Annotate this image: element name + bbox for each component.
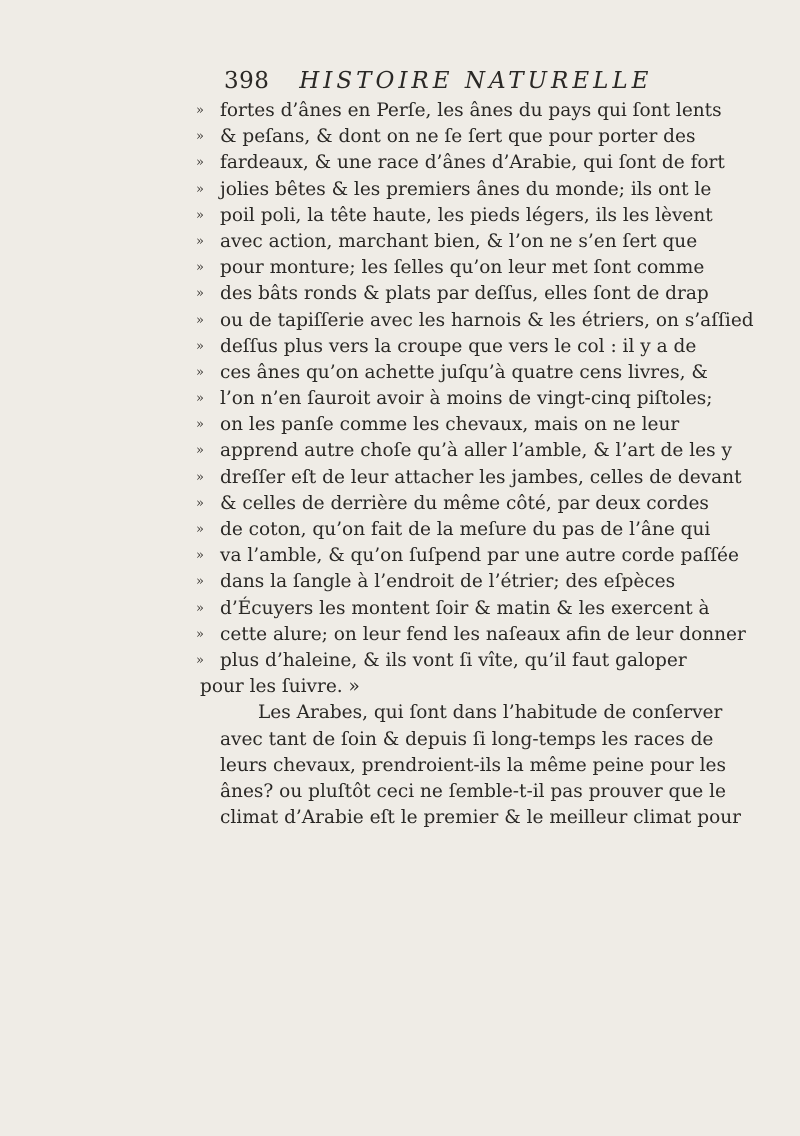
quote-mark: » — [196, 103, 204, 118]
text-line: avec tant de ſoin & depuis ſi long-temps les races de — [220, 728, 714, 750]
text-line: climat d’Arabie eſt le premier & le meilleur climat pour — [220, 807, 741, 829]
quote-mark: » — [196, 626, 204, 642]
quote-mark: » — [196, 312, 204, 328]
text-line: » des bâts ronds & plats par deſſus, elles ſont de drap — [196, 281, 756, 307]
text-line: » de coton, qu’on fait de la meſure du pas de l’âne qui — [196, 517, 756, 543]
text-line: » & peſans, & dont on ne ſe ſert que pour porter des — [196, 124, 756, 150]
quote-mark: » — [196, 129, 204, 145]
text-line: » avec action, marchant bien, & l’on ne s’en ſert que — [196, 229, 756, 255]
quote-mark: » — [196, 338, 204, 354]
text-line: » plus d’haleine, & ils vont ſi vîte, qu’il faut galoper — [196, 648, 756, 674]
text-line: » fortes d’ânes en Perſe, les ânes du pays qui ſont lents — [196, 98, 756, 124]
quote-mark: » — [196, 495, 204, 511]
quote-mark: » — [196, 260, 204, 276]
quote-mark: » — [196, 391, 204, 407]
text-line: » l’on n’en ſauroit avoir à moins de vingt-cinq piſtoles; — [196, 386, 756, 412]
paragraph-first-line: Les Arabes, qui ſont dans l’habitude de conſerver — [258, 702, 723, 724]
text-line: » dans la ſangle à l’endroit de l’étrier; des eſpèces — [196, 569, 756, 595]
running-title: HISTOIRE NATURELLE — [299, 68, 653, 94]
quote-mark: » — [196, 548, 204, 564]
quote-mark: » — [196, 233, 204, 249]
text-line: » ou de tapiſſerie avec les harnois & les étriers, on s’aſſied — [196, 308, 756, 334]
quote-mark: » — [196, 469, 204, 485]
text-line: » cette alure; on leur fend les naſeaux afin de leur donner — [196, 622, 756, 648]
quote-mark: » — [196, 652, 204, 668]
text-block — [196, 98, 756, 831]
quote-mark: » — [196, 207, 204, 223]
quote-mark: » — [196, 286, 204, 302]
quote-mark: » — [196, 417, 204, 433]
text-line: » d’Écuyers les montent ſoir & matin & les exercent à — [196, 596, 756, 622]
quote-mark: » — [196, 522, 204, 537]
quote-mark: » — [196, 574, 204, 590]
text-line: » on les panſe comme les chevaux, mais on ne leur — [196, 412, 756, 438]
text-line: » dreſſer eſt de leur attacher les jambes, celles de devant — [196, 465, 756, 491]
text-line: » poil poli, la tête haute, les pieds légers, ils les lèvent — [196, 203, 756, 229]
text-line: » & celles de derrière du même côté, par deux cordes — [196, 491, 756, 517]
quote-mark: » — [196, 364, 204, 380]
quote-mark: » — [196, 181, 204, 197]
text-line: » va l’amble, & qu’on ſuſpend par une autre corde paſſée — [196, 543, 756, 569]
page-number: 398 — [224, 68, 270, 94]
text-line: » ces ânes qu’on achette juſqu’à quatre cens livres, & — [196, 360, 756, 386]
text-line: » deſſus plus vers la croupe que vers le col : il y a de — [196, 334, 756, 360]
text-line: » pour monture; les ſelles qu’on leur met ſont comme — [196, 255, 756, 281]
text-line: leurs chevaux, prendroient-ils la même peine pour les — [220, 754, 726, 776]
quote-mark: » — [196, 443, 204, 459]
text-line: » jolies bêtes & les premiers ânes du monde; ils ont le — [196, 177, 756, 203]
text-line: ânes? ou pluſtôt ceci ne ſemble-t-il pas prouver que le — [220, 780, 726, 802]
quote-mark: » — [196, 155, 204, 171]
text-line: » fardeaux, & une race d’ânes d’Arabie, qui ſont de fort — [196, 150, 756, 176]
quote-mark: » — [196, 600, 204, 616]
text-line: pour les ſuivre. » — [200, 676, 360, 698]
text-line: » apprend autre choſe qu’à aller l’amble, & l’art de les y — [196, 438, 756, 464]
running-header — [224, 68, 652, 94]
